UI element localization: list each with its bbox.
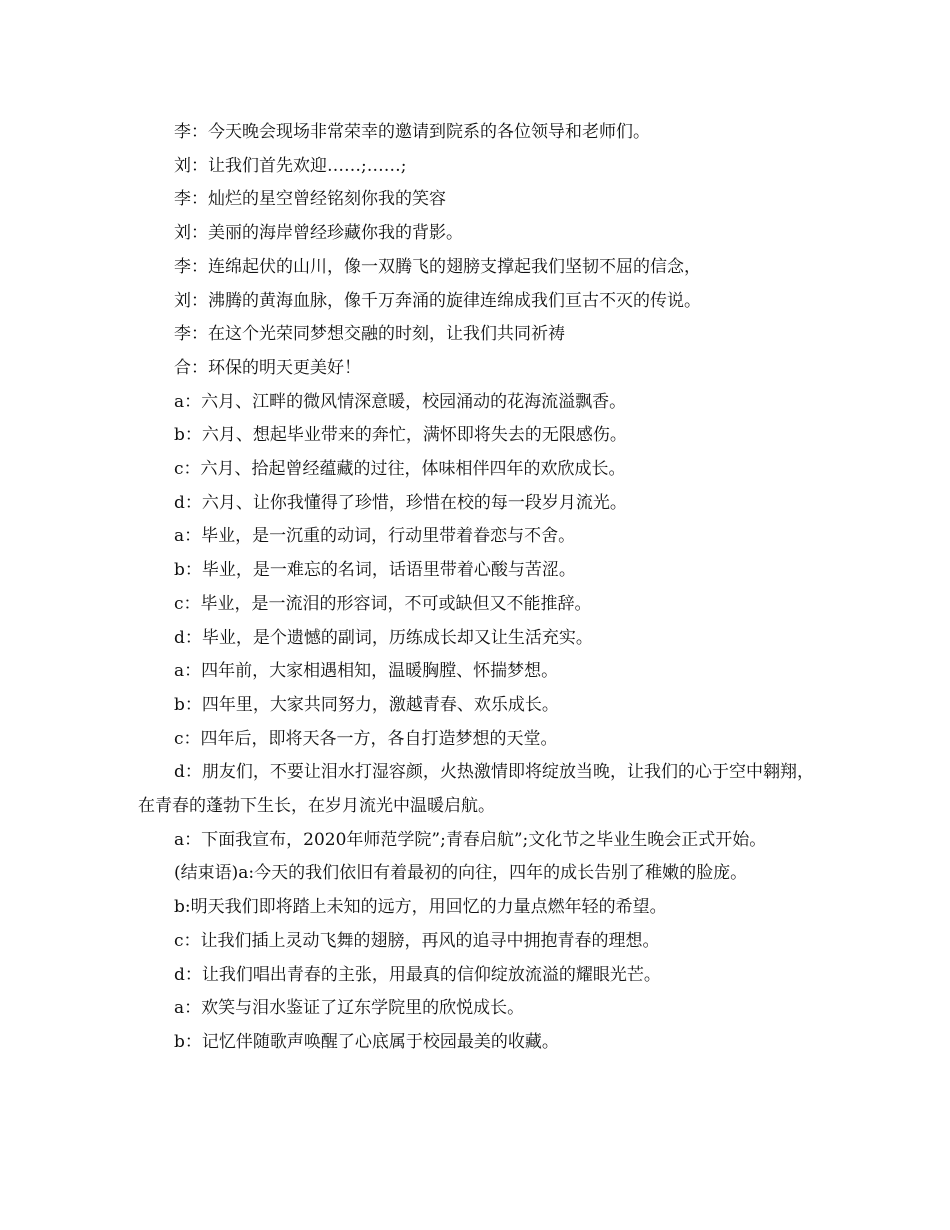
paragraph-9: a：六月、江畔的微风情深意暖，校园涌动的花海流溢飘香。 — [174, 391, 627, 412]
paragraph-17: a：四年前，大家相遇相知，温暖胸膛、怀揣梦想。 — [174, 661, 559, 682]
paragraph-21: a：下面我宣布，2020年师范学院”;青春启航”;文化节之毕业生晚会正式开始。 — [174, 829, 767, 850]
paragraph-3: 李：灿烂的星空曾经铭刻你我的笑容 — [174, 189, 446, 210]
paragraph-23: b:明天我们即将踏上未知的远方，用回忆的力量点燃年轻的希望。 — [174, 897, 667, 918]
paragraph-6: 刘：沸腾的黄海血脉，像千万奔涌的旋律连绵成我们亘古不灭的传说。 — [174, 290, 701, 311]
paragraph-22: (结束语)a:今天的我们依旧有着最初的向往，四年的成长告别了稚嫩的脸庞。 — [174, 863, 748, 884]
paragraph-15: c：毕业，是一流泪的形容词，不可或缺但又不能推辞。 — [174, 593, 592, 614]
paragraph-8: 合：环保的明天更美好！ — [174, 357, 361, 378]
document-body — [138, 116, 814, 1060]
paragraph-26: a：欢笑与泪水鉴证了辽东学院里的欣悦成长。 — [174, 998, 525, 1019]
paragraph-7: 李：在这个光荣同梦想交融的时刻，让我们共同祈祷 — [174, 324, 565, 345]
paragraph-24: c：让我们插上灵动飞舞的翅膀，再风的追寻中拥抱青春的理想。 — [174, 930, 660, 951]
paragraph-11: c：六月、拾起曾经蕴藏的过往，体味相伴四年的欢欣成长。 — [174, 459, 626, 480]
paragraph-14: b：毕业，是一难忘的名词，话语里带着心酸与苦涩。 — [174, 560, 576, 581]
paragraph-12: d：六月、让你我懂得了珍惜，珍惜在校的每一段岁月流光。 — [174, 492, 627, 513]
paragraph-1: 李：今天晚会现场非常荣幸的邀请到院系的各位领导和老师们。 — [174, 122, 650, 142]
paragraph-18: b：四年里，大家共同努力，激越青春、欢乐成长。 — [174, 694, 559, 715]
paragraph-19: c：四年后，即将天各一方，各自打造梦想的天堂。 — [174, 728, 558, 749]
paragraph-5: 李：连绵起伏的山川，像一双腾飞的翅膀支撑起我们坚韧不屈的信念， — [174, 256, 701, 277]
paragraph-4: 刘：美丽的海岸曾经珍藏你我的背影。 — [174, 223, 463, 244]
paragraph-2: 刘：让我们首先欢迎……;……; — [174, 155, 407, 176]
paragraph-27: b：记忆伴随歌声唤醒了心底属于校园最美的收藏。 — [174, 1031, 559, 1052]
paragraph-16: d：毕业，是个遗憾的副词，历练成长却又让生活充实。 — [174, 627, 593, 648]
paragraph-13: a：毕业，是一沉重的动词，行动里带着眷恋与不舍。 — [174, 526, 576, 547]
paragraph-10: b：六月、想起毕业带来的奔忙，满怀即将失去的无限感伤。 — [174, 425, 627, 446]
paragraph-25: d：让我们唱出青春的主张，用最真的信仰绽放流溢的耀眼光芒。 — [174, 964, 661, 985]
paragraph-20: d：朋友们，不要让泪水打湿容颜，火热激情即将绽放当晚，让我们的心于空中翱翔，在青春的蓬勃下生长，在岁月流光中温暖启航。 — [138, 762, 814, 817]
